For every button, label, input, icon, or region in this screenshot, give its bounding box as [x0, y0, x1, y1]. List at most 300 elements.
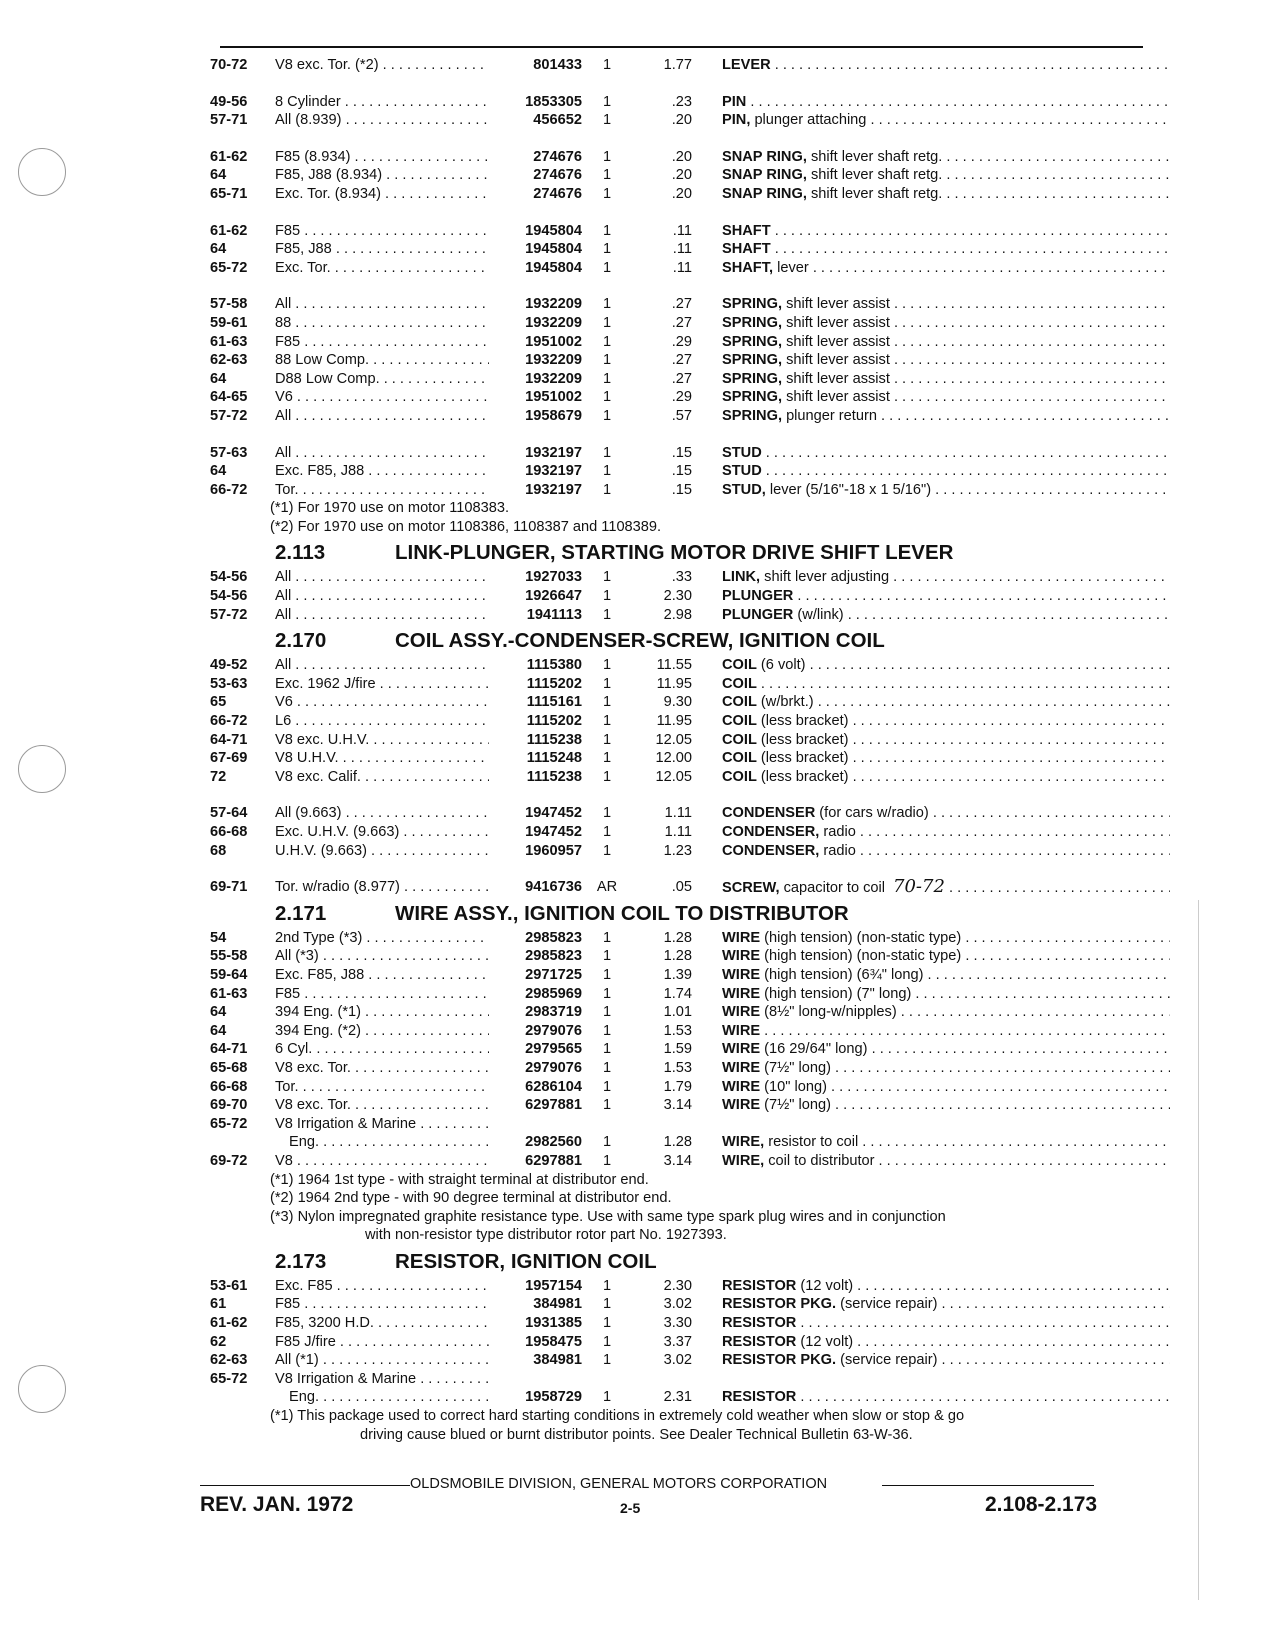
group-spacer — [210, 786, 1170, 804]
model-years: 55-58 — [210, 948, 248, 965]
application: F85 J/fire . . . — [275, 1333, 489, 1352]
description — [722, 185, 1170, 204]
application: Exc. F85, J88 . . . — [275, 966, 489, 985]
part-row — [210, 1277, 1170, 1296]
part-row — [210, 56, 1170, 75]
part-number: 2985969 — [525, 985, 582, 1002]
part-name: RESISTOR PKG. — [722, 1296, 837, 1313]
description — [722, 606, 1170, 625]
quantity: 1 — [602, 1296, 612, 1313]
quantity: 1 — [602, 1059, 612, 1076]
part-number: 9416736 — [525, 879, 582, 896]
quantity: 1 — [602, 675, 612, 692]
description — [722, 947, 1170, 966]
part-detail: (less bracket) — [756, 768, 849, 785]
part-number: 1951002 — [525, 389, 582, 406]
footnote: (*3) Nylon impregnated graphite resistance type. Use with same type spark plug wires and in conjunction — [270, 1208, 946, 1225]
part-row — [210, 1040, 1170, 1059]
price: .27 — [671, 296, 692, 313]
model-years: 61-63 — [210, 333, 248, 350]
section-number: 2.113 — [275, 541, 326, 565]
price: 1.53 — [663, 1059, 692, 1076]
part-detail: radio — [819, 824, 856, 840]
price: .15 — [671, 444, 692, 461]
quantity: 1 — [602, 694, 612, 711]
part-row — [210, 407, 1170, 426]
part-name: LINK, — [722, 569, 761, 586]
part-name: SHAFT — [722, 241, 771, 258]
part-name: RESISTOR — [722, 1389, 797, 1406]
part-number: 1932209 — [525, 352, 582, 369]
part-row — [210, 656, 1170, 675]
price: 1.11 — [664, 805, 692, 822]
quantity: 1 — [602, 1022, 612, 1039]
description — [722, 93, 1170, 112]
quantity: 1 — [602, 569, 612, 586]
top-rule — [220, 46, 1143, 48]
quantity: 1 — [602, 824, 612, 840]
part-name: RESISTOR — [722, 1315, 797, 1332]
application: V8 . . . — [275, 1152, 489, 1171]
part-number: 6297881 — [525, 1097, 582, 1114]
part-row — [210, 929, 1170, 948]
price: .15 — [671, 481, 692, 498]
application: F85 . . . — [275, 1295, 489, 1314]
application: V8 Irrigation & Marine . . . — [275, 1370, 489, 1389]
price: .33 — [671, 569, 692, 586]
model-years: 64 — [210, 167, 227, 184]
description — [722, 587, 1170, 606]
application: L6 . . . — [275, 712, 489, 731]
application: Exc. F85 . . . — [275, 1277, 489, 1296]
section-title: WIRE ASSY., IGNITION COIL TO DISTRIBUTOR — [395, 901, 849, 925]
part-number: 1958679 — [525, 407, 582, 424]
application: V8 Irrigation & Marine . . . — [275, 1115, 489, 1134]
model-years: 65-72 — [210, 259, 248, 276]
footer-rule — [882, 1485, 1094, 1486]
part-name: SNAP RING, — [722, 185, 807, 202]
model-years: 61-62 — [210, 1315, 248, 1332]
part-row — [210, 222, 1170, 241]
quantity: 1 — [602, 389, 612, 406]
model-years: 62 — [210, 1333, 227, 1350]
part-number: 2985823 — [525, 929, 582, 946]
part-number: 1932209 — [525, 296, 582, 313]
part-detail: shift lever adjusting — [760, 569, 890, 586]
part-number: 1115161 — [526, 694, 582, 711]
footnote: (*2) 1964 2nd type - with 90 degree terminal at distributor end. — [270, 1190, 672, 1207]
footnote: (*1) This package used to correct hard starting conditions in extremely cold weather when slow or stop & go — [270, 1408, 965, 1425]
quantity: 1 — [602, 1134, 612, 1151]
description — [722, 804, 1170, 823]
application: All (*1) . . . — [275, 1351, 489, 1370]
part-name: WIRE — [722, 1022, 761, 1039]
section-title: RESISTOR, IGNITION COIL — [395, 1249, 657, 1273]
application: 394 Eng. (*2) . . . — [275, 1022, 489, 1041]
application: F85, J88 . . . — [275, 240, 489, 259]
part-name: SPRING, — [722, 352, 783, 369]
part-detail: (w/brkt.) — [756, 694, 814, 711]
quantity: AR — [596, 879, 618, 896]
quantity: 1 — [602, 1004, 612, 1021]
application: F85 (8.934) . . . — [275, 148, 489, 167]
part-detail: coil to distributor — [764, 1152, 875, 1169]
part-row — [210, 444, 1170, 463]
price: .57 — [671, 407, 692, 424]
part-number: 1115238 — [526, 731, 582, 748]
part-detail: (high tension) (6¾" long) — [760, 966, 924, 983]
quantity: 1 — [602, 1277, 612, 1294]
part-number: 1115202 — [526, 713, 582, 730]
quantity: 1 — [602, 1352, 612, 1369]
description — [722, 1040, 1170, 1059]
model-years: 64-71 — [210, 1041, 248, 1058]
description — [722, 1022, 1170, 1041]
price: 3.14 — [663, 1152, 692, 1169]
part-name: SNAP RING, — [722, 148, 807, 165]
part-name: WIRE — [722, 1041, 761, 1058]
application: All . . . — [275, 606, 489, 625]
part-name: RESISTOR PKG. — [722, 1352, 837, 1369]
part-row — [210, 481, 1170, 500]
part-name: COIL — [722, 675, 757, 692]
part-number: 1926647 — [525, 588, 582, 605]
part-name: WIRE, — [722, 1152, 765, 1169]
description — [722, 1133, 1170, 1152]
part-name: SHAFT — [722, 222, 771, 239]
part-name: SHAFT, — [722, 259, 774, 276]
quantity: 1 — [602, 842, 612, 859]
description — [722, 1388, 1170, 1407]
part-row — [210, 1152, 1170, 1171]
part-number: 1115248 — [526, 750, 582, 767]
section-title: LINK-PLUNGER, STARTING MOTOR DRIVE SHIFT LEVER — [395, 541, 954, 565]
price: 3.30 — [663, 1315, 692, 1332]
part-name: PIN — [722, 93, 747, 110]
quantity: 1 — [602, 985, 612, 1002]
part-name: SCREW, — [722, 880, 780, 897]
application: Eng. . . . — [275, 1388, 489, 1407]
part-name: COIL — [722, 713, 757, 730]
part-row-continued — [210, 1388, 1170, 1407]
application: F85, 3200 H.D. . . . — [275, 1314, 489, 1333]
application: Exc. U.H.V. (9.663) . . . — [275, 823, 489, 842]
quantity: 1 — [602, 463, 612, 480]
part-name: WIRE — [722, 948, 761, 965]
application: V8 exc. Tor. . . . — [275, 1096, 489, 1115]
model-years: 68 — [210, 842, 227, 859]
model-years: 65-68 — [210, 1059, 248, 1076]
model-years: 57-71 — [210, 112, 248, 129]
part-row — [210, 93, 1170, 112]
part-row — [210, 111, 1170, 130]
part-row — [210, 1003, 1170, 1022]
model-years: 54-56 — [210, 569, 248, 586]
part-number: 1947452 — [525, 805, 582, 822]
part-name: COIL — [722, 694, 757, 711]
model-years: 62-63 — [210, 352, 248, 369]
part-detail: shift lever assist — [782, 314, 890, 331]
footer-division: OLDSMOBILE DIVISION, GENERAL MOTORS CORPORATION — [410, 1476, 828, 1492]
part-detail: (service repair) — [836, 1296, 938, 1313]
application: 88 . . . — [275, 314, 489, 333]
price: .29 — [671, 389, 692, 406]
application: F85 . . . — [275, 985, 489, 1004]
price: 2.98 — [663, 606, 692, 623]
application: All . . . — [275, 407, 489, 426]
description — [722, 370, 1170, 389]
price: .11 — [672, 241, 692, 258]
quantity: 1 — [602, 185, 612, 202]
model-years: 57-64 — [210, 805, 248, 822]
section-number: 2.173 — [275, 1249, 327, 1273]
part-number: 2979076 — [525, 1022, 582, 1039]
quantity: 1 — [602, 167, 612, 184]
description — [722, 768, 1170, 787]
part-row — [210, 388, 1170, 407]
part-detail: shift lever shaft retg. — [806, 148, 943, 165]
model-years: 61-62 — [210, 148, 248, 165]
price: .20 — [671, 148, 692, 165]
model-years: 57-72 — [210, 606, 248, 623]
quantity: 1 — [602, 112, 612, 129]
part-number: 2985823 — [525, 948, 582, 965]
part-row — [210, 462, 1170, 481]
part-detail: (8½" long-w/nipples) — [760, 1004, 897, 1021]
group-spacer — [210, 426, 1170, 444]
part-name: STUD, — [722, 481, 766, 498]
model-years: 64 — [210, 1004, 227, 1021]
price: 1.28 — [663, 1134, 692, 1151]
price: .20 — [671, 167, 692, 184]
part-row — [210, 1115, 1170, 1134]
price: .27 — [671, 370, 692, 387]
model-years: 64 — [210, 463, 227, 480]
part-detail: (6 volt) — [756, 657, 806, 674]
part-name: PLUNGER — [722, 606, 794, 623]
application: V8 exc. Calif. . . . — [275, 768, 489, 787]
part-detail: (less bracket) — [756, 713, 849, 730]
quantity: 1 — [602, 333, 612, 350]
part-number: 2979076 — [525, 1059, 582, 1076]
model-years: 49-56 — [210, 93, 248, 110]
part-row — [210, 370, 1170, 389]
margin-line — [1198, 900, 1199, 1600]
footnote: with non-resistor type distributor rotor part No. 1927393. — [365, 1227, 727, 1244]
handwritten-annotation: 70-72 — [893, 878, 945, 897]
part-row — [210, 1333, 1170, 1352]
part-number: 1853305 — [525, 93, 582, 110]
part-row — [210, 166, 1170, 185]
application: 8 Cylinder . . . — [275, 93, 489, 112]
part-number: 456652 — [533, 112, 582, 129]
description — [722, 1152, 1170, 1171]
price: 12.05 — [655, 768, 692, 785]
application: V8 exc. U.H.V. . . . — [275, 731, 489, 750]
quantity: 1 — [602, 1078, 612, 1095]
model-years: 59-64 — [210, 966, 248, 983]
part-detail: (service repair) — [836, 1352, 938, 1369]
part-row — [210, 240, 1170, 259]
price: 1.28 — [663, 929, 692, 946]
part-detail: shift lever assist — [782, 333, 890, 350]
quantity: 1 — [602, 1389, 612, 1406]
model-years — [210, 1388, 275, 1407]
part-name: LEVER — [722, 57, 771, 73]
price: 1.77 — [663, 57, 692, 73]
part-name: WIRE — [722, 966, 761, 983]
part-row — [210, 731, 1170, 750]
part-name: WIRE — [722, 1059, 761, 1076]
description — [722, 1295, 1170, 1314]
description — [722, 1314, 1170, 1333]
application: U.H.V. (9.663) . . . — [275, 842, 489, 861]
part-name: WIRE — [722, 929, 761, 946]
part-row — [210, 749, 1170, 768]
part-row — [210, 1314, 1170, 1333]
description — [722, 388, 1170, 407]
part-number: 1932209 — [525, 314, 582, 331]
price: 3.37 — [663, 1333, 692, 1350]
part-row — [210, 259, 1170, 278]
part-name: WIRE, — [722, 1134, 765, 1151]
footer-page-number: 2-5 — [620, 1500, 641, 1516]
quantity: 1 — [602, 1315, 612, 1332]
application: V8 exc. Tor. . . . — [275, 1059, 489, 1078]
price: 12.05 — [655, 731, 692, 748]
model-years: 66-68 — [210, 824, 248, 840]
part-detail: (for cars w/radio) — [815, 805, 929, 822]
part-detail: (10" long) — [760, 1078, 827, 1095]
description — [722, 693, 1170, 712]
part-number: 1115238 — [526, 768, 582, 785]
description — [722, 656, 1170, 675]
description — [722, 259, 1170, 278]
part-row — [210, 333, 1170, 352]
price: 12.00 — [655, 750, 692, 767]
part-name: SNAP RING, — [722, 167, 807, 184]
section-title: COIL ASSY.-CONDENSER-SCREW, IGNITION COIL — [395, 629, 885, 653]
model-years: 64 — [210, 370, 227, 387]
part-detail: resistor to coil — [764, 1134, 859, 1151]
quantity: 1 — [602, 1333, 612, 1350]
quantity: 1 — [602, 731, 612, 748]
model-years: 61 — [210, 1296, 227, 1313]
application: Eng. . . . — [275, 1133, 489, 1152]
price: 2.30 — [663, 588, 692, 605]
part-number: 2971725 — [525, 966, 582, 983]
description — [722, 1351, 1170, 1370]
application: F85 . . . — [275, 333, 489, 352]
section-heading — [210, 538, 1170, 568]
application: All . . . — [275, 295, 489, 314]
part-number: 384981 — [533, 1352, 582, 1369]
price: .11 — [672, 222, 692, 239]
part-number: 1932197 — [525, 481, 582, 498]
part-detail: (7½" long) — [760, 1059, 831, 1076]
description — [722, 1277, 1170, 1296]
price: .27 — [671, 352, 692, 369]
application: All (9.663) . . . — [275, 804, 489, 823]
part-name: WIRE — [722, 1078, 761, 1095]
part-number: 1951002 — [525, 333, 582, 350]
price: .20 — [671, 112, 692, 129]
part-row — [210, 295, 1170, 314]
group-spacer — [210, 860, 1170, 878]
model-years: 64 — [210, 1022, 227, 1039]
quantity: 1 — [602, 1152, 612, 1169]
description — [722, 823, 1170, 842]
part-row — [210, 1096, 1170, 1115]
application: V6 . . . — [275, 388, 489, 407]
price: .23 — [671, 93, 692, 110]
part-number: 1957154 — [525, 1277, 582, 1294]
quantity: 1 — [602, 222, 612, 239]
description — [722, 749, 1170, 768]
part-name: RESISTOR — [722, 1333, 797, 1350]
application: Tor. . . . — [275, 481, 489, 500]
part-row — [210, 712, 1170, 731]
price: 1.28 — [663, 948, 692, 965]
part-number: 2983719 — [525, 1004, 582, 1021]
description — [722, 166, 1170, 185]
quantity: 1 — [602, 314, 612, 331]
part-number: 1947452 — [525, 824, 582, 840]
part-number: 274676 — [533, 148, 582, 165]
description — [722, 240, 1170, 259]
part-number: 1945804 — [525, 241, 582, 258]
part-detail: (high tension) (non-static type) — [760, 929, 962, 946]
model-years: 66-68 — [210, 1078, 248, 1095]
part-row — [210, 1022, 1170, 1041]
part-row — [210, 1078, 1170, 1097]
quantity: 1 — [602, 352, 612, 369]
part-number: 6286104 — [525, 1078, 582, 1095]
description — [722, 295, 1170, 314]
description — [722, 731, 1170, 750]
part-name: STUD — [722, 463, 762, 480]
price: 1.11 — [664, 824, 692, 840]
application: All (8.939) . . . — [275, 111, 489, 130]
description — [722, 878, 1170, 897]
part-name: SPRING, — [722, 333, 783, 350]
part-number: 1115202 — [526, 675, 582, 692]
quantity: 1 — [602, 606, 612, 623]
part-detail: (high tension) (7" long) — [760, 985, 912, 1002]
part-number: 801433 — [533, 57, 582, 73]
part-name: RESISTOR — [722, 1277, 797, 1294]
application: All . . . — [275, 568, 489, 587]
model-years: 69-70 — [210, 1097, 248, 1114]
model-years: 65-72 — [210, 1115, 248, 1132]
description — [722, 481, 1170, 500]
description — [722, 842, 1170, 861]
model-years: 62-63 — [210, 1352, 248, 1369]
part-name: CONDENSER, — [722, 824, 820, 840]
application: Exc. Tor. . . . — [275, 259, 489, 278]
application: D88 Low Comp. . . . — [275, 370, 489, 389]
model-years: 53-63 — [210, 675, 248, 692]
part-number: 1115380 — [526, 657, 582, 674]
quantity: 1 — [602, 370, 612, 387]
application: Exc. Tor. (8.934) . . . — [275, 185, 489, 204]
quantity: 1 — [602, 966, 612, 983]
part-row — [210, 148, 1170, 167]
quantity: 1 — [602, 57, 612, 73]
part-name: CONDENSER — [722, 805, 816, 822]
part-number: 1932197 — [525, 463, 582, 480]
part-name: COIL — [722, 768, 757, 785]
